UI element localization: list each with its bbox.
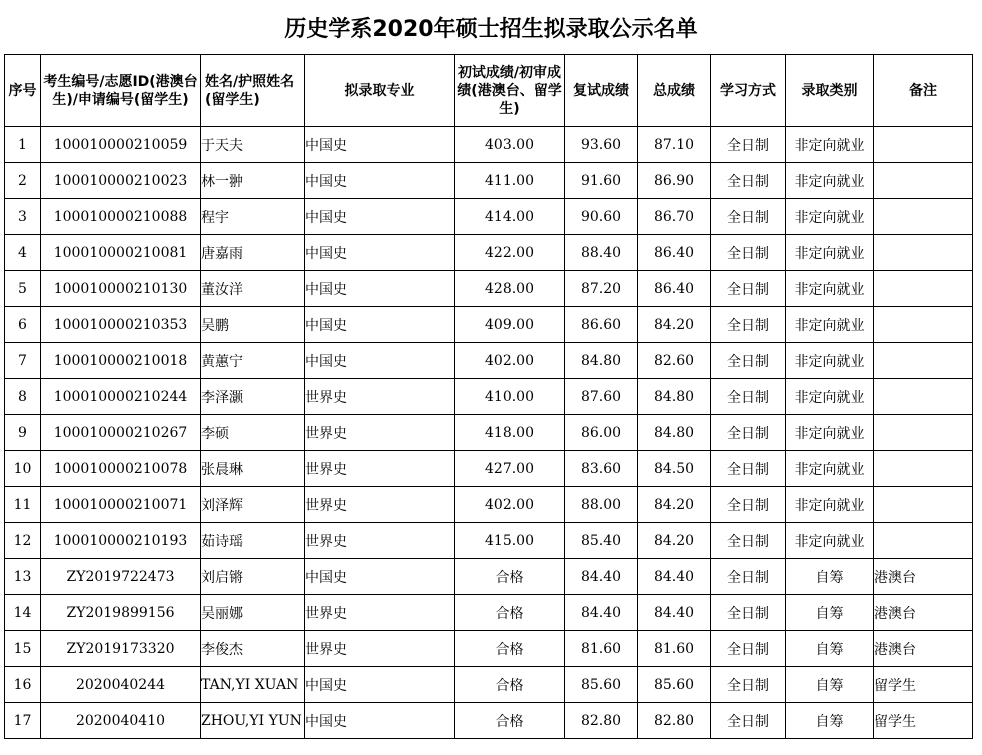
- table-row: [5, 307, 973, 343]
- cell-candidate-id: 2020040410: [41, 703, 201, 739]
- table-row: [5, 271, 973, 307]
- table-row: [5, 703, 973, 739]
- cell-initial-score: 418.00: [455, 415, 565, 451]
- cell-retest-score: 84.40: [565, 595, 638, 631]
- cell-study-mode: 全日制: [711, 523, 786, 559]
- cell-seq: 9: [5, 415, 41, 451]
- cell-total-score: 84.80: [638, 379, 711, 415]
- cell-total-score: 84.20: [638, 523, 711, 559]
- cell-initial-score: 428.00: [455, 271, 565, 307]
- cell-study-mode: 全日制: [711, 379, 786, 415]
- cell-candidate-id: 100010000210071: [41, 487, 201, 523]
- cell-major: 中国史: [305, 271, 455, 307]
- cell-candidate-id: 100010000210023: [41, 163, 201, 199]
- header-study-mode: 学习方式: [711, 55, 786, 127]
- cell-study-mode: 全日制: [711, 343, 786, 379]
- cell-study-mode: 全日制: [711, 451, 786, 487]
- cell-seq: 6: [5, 307, 41, 343]
- header-id: 考生编号/志愿ID(港澳台生)/申请编号(留学生): [41, 55, 201, 127]
- cell-retest-score: 88.00: [565, 487, 638, 523]
- cell-category: 自筹: [786, 595, 874, 631]
- cell-major: 中国史: [305, 235, 455, 271]
- cell-total-score: 86.90: [638, 163, 711, 199]
- cell-major: 世界史: [305, 487, 455, 523]
- cell-category: 非定向就业: [786, 307, 874, 343]
- cell-category: 自筹: [786, 559, 874, 595]
- cell-note: [874, 271, 973, 307]
- header-seq: 序号: [5, 55, 41, 127]
- cell-category: 非定向就业: [786, 163, 874, 199]
- cell-candidate-id: ZY2019173320: [41, 631, 201, 667]
- cell-total-score: 84.80: [638, 415, 711, 451]
- cell-note: [874, 199, 973, 235]
- table-body: [5, 127, 973, 739]
- table-row: [5, 127, 973, 163]
- cell-name: 张晨琳: [201, 451, 305, 487]
- cell-major: 中国史: [305, 199, 455, 235]
- cell-candidate-id: 100010000210244: [41, 379, 201, 415]
- cell-retest-score: 82.80: [565, 703, 638, 739]
- cell-major: 中国史: [305, 703, 455, 739]
- table-row: [5, 595, 973, 631]
- cell-initial-score: 409.00: [455, 307, 565, 343]
- cell-total-score: 81.60: [638, 631, 711, 667]
- cell-major: 世界史: [305, 379, 455, 415]
- cell-note: 港澳台: [874, 559, 973, 595]
- cell-retest-score: 85.40: [565, 523, 638, 559]
- cell-note: 留学生: [874, 667, 973, 703]
- cell-name: 李俊杰: [201, 631, 305, 667]
- cell-major: 中国史: [305, 163, 455, 199]
- cell-total-score: 84.20: [638, 487, 711, 523]
- table-row: [5, 415, 973, 451]
- cell-category: 非定向就业: [786, 127, 874, 163]
- cell-initial-score: 402.00: [455, 487, 565, 523]
- cell-seq: 1: [5, 127, 41, 163]
- cell-major: 世界史: [305, 523, 455, 559]
- cell-name: TAN,YI XUAN: [201, 667, 305, 703]
- cell-major: 中国史: [305, 127, 455, 163]
- cell-note: [874, 487, 973, 523]
- table-row: [5, 163, 973, 199]
- cell-study-mode: 全日制: [711, 235, 786, 271]
- page-title: 历史学系2020年硕士招生拟录取公示名单: [284, 17, 698, 42]
- cell-name: 刘泽辉: [201, 487, 305, 523]
- cell-seq: 16: [5, 667, 41, 703]
- cell-category: 非定向就业: [786, 343, 874, 379]
- cell-name: 董汝洋: [201, 271, 305, 307]
- cell-candidate-id: 100010000210267: [41, 415, 201, 451]
- cell-category: 自筹: [786, 667, 874, 703]
- cell-category: 非定向就业: [786, 379, 874, 415]
- cell-major: 中国史: [305, 667, 455, 703]
- cell-total-score: 82.60: [638, 343, 711, 379]
- cell-seq: 2: [5, 163, 41, 199]
- table-row: [5, 379, 973, 415]
- cell-seq: 17: [5, 703, 41, 739]
- cell-study-mode: 全日制: [711, 199, 786, 235]
- cell-candidate-id: 100010000210059: [41, 127, 201, 163]
- table-row: [5, 559, 973, 595]
- header-note: 备注: [874, 55, 973, 127]
- table-row: [5, 487, 973, 523]
- cell-seq: 4: [5, 235, 41, 271]
- cell-note: 留学生: [874, 703, 973, 739]
- table-row: [5, 235, 973, 271]
- table-row: [5, 199, 973, 235]
- cell-category: 非定向就业: [786, 235, 874, 271]
- cell-study-mode: 全日制: [711, 595, 786, 631]
- cell-name: 刘启锵: [201, 559, 305, 595]
- cell-initial-score: 合格: [455, 559, 565, 595]
- cell-seq: 7: [5, 343, 41, 379]
- cell-seq: 14: [5, 595, 41, 631]
- cell-note: [874, 127, 973, 163]
- cell-note: 港澳台: [874, 595, 973, 631]
- cell-candidate-id: 100010000210193: [41, 523, 201, 559]
- cell-initial-score: 427.00: [455, 451, 565, 487]
- cell-retest-score: 87.60: [565, 379, 638, 415]
- table-row: [5, 451, 973, 487]
- cell-total-score: 84.40: [638, 559, 711, 595]
- cell-name: 林一翀: [201, 163, 305, 199]
- cell-candidate-id: ZY2019722473: [41, 559, 201, 595]
- cell-total-score: 82.80: [638, 703, 711, 739]
- cell-initial-score: 合格: [455, 703, 565, 739]
- cell-note: [874, 163, 973, 199]
- cell-note: [874, 307, 973, 343]
- cell-candidate-id: 100010000210130: [41, 271, 201, 307]
- cell-name: 吴鹏: [201, 307, 305, 343]
- cell-retest-score: 86.60: [565, 307, 638, 343]
- cell-name: 李泽灏: [201, 379, 305, 415]
- cell-name: 程宇: [201, 199, 305, 235]
- cell-candidate-id: 2020040244: [41, 667, 201, 703]
- cell-study-mode: 全日制: [711, 559, 786, 595]
- cell-retest-score: 93.60: [565, 127, 638, 163]
- cell-total-score: 84.50: [638, 451, 711, 487]
- cell-seq: 5: [5, 271, 41, 307]
- cell-note: [874, 523, 973, 559]
- header-initial-score: 初试成绩/初审成绩(港澳台、留学生): [455, 55, 565, 127]
- table-row: [5, 523, 973, 559]
- cell-category: 非定向就业: [786, 199, 874, 235]
- cell-category: 非定向就业: [786, 415, 874, 451]
- cell-seq: 12: [5, 523, 41, 559]
- cell-candidate-id: 100010000210081: [41, 235, 201, 271]
- cell-retest-score: 86.00: [565, 415, 638, 451]
- cell-total-score: 86.40: [638, 271, 711, 307]
- cell-retest-score: 83.60: [565, 451, 638, 487]
- cell-initial-score: 415.00: [455, 523, 565, 559]
- cell-total-score: 87.10: [638, 127, 711, 163]
- table-row: [5, 667, 973, 703]
- cell-initial-score: 414.00: [455, 199, 565, 235]
- header-retest-score: 复试成绩: [565, 55, 638, 127]
- cell-retest-score: 87.20: [565, 271, 638, 307]
- cell-category: 非定向就业: [786, 451, 874, 487]
- cell-note: [874, 415, 973, 451]
- cell-study-mode: 全日制: [711, 703, 786, 739]
- cell-seq: 11: [5, 487, 41, 523]
- cell-major: 世界史: [305, 415, 455, 451]
- cell-retest-score: 81.60: [565, 631, 638, 667]
- cell-study-mode: 全日制: [711, 631, 786, 667]
- cell-retest-score: 84.40: [565, 559, 638, 595]
- cell-category: 非定向就业: [786, 523, 874, 559]
- cell-total-score: 85.60: [638, 667, 711, 703]
- cell-note: [874, 343, 973, 379]
- table-row: [5, 343, 973, 379]
- cell-category: 自筹: [786, 631, 874, 667]
- cell-total-score: 84.40: [638, 595, 711, 631]
- cell-study-mode: 全日制: [711, 163, 786, 199]
- cell-total-score: 84.20: [638, 307, 711, 343]
- cell-name: ZHOU,YI YUN: [201, 703, 305, 739]
- cell-seq: 13: [5, 559, 41, 595]
- cell-name: 黄蕙宁: [201, 343, 305, 379]
- header-row: [5, 55, 973, 127]
- cell-major: 世界史: [305, 451, 455, 487]
- cell-total-score: 86.40: [638, 235, 711, 271]
- cell-seq: 15: [5, 631, 41, 667]
- cell-initial-score: 403.00: [455, 127, 565, 163]
- header-total-score: 总成绩: [638, 55, 711, 127]
- cell-candidate-id: ZY2019899156: [41, 595, 201, 631]
- cell-initial-score: 422.00: [455, 235, 565, 271]
- cell-major: 世界史: [305, 631, 455, 667]
- cell-category: 自筹: [786, 703, 874, 739]
- cell-study-mode: 全日制: [711, 487, 786, 523]
- cell-name: 李硕: [201, 415, 305, 451]
- cell-name: 唐嘉雨: [201, 235, 305, 271]
- cell-major: 世界史: [305, 595, 455, 631]
- cell-retest-score: 85.60: [565, 667, 638, 703]
- cell-name: 于天夫: [201, 127, 305, 163]
- cell-candidate-id: 100010000210088: [41, 199, 201, 235]
- cell-total-score: 86.70: [638, 199, 711, 235]
- header-name: 姓名/护照姓名(留学生): [201, 55, 305, 127]
- header-major: 拟录取专业: [305, 55, 455, 127]
- cell-retest-score: 88.40: [565, 235, 638, 271]
- cell-major: 中国史: [305, 559, 455, 595]
- cell-candidate-id: 100010000210353: [41, 307, 201, 343]
- cell-initial-score: 410.00: [455, 379, 565, 415]
- cell-initial-score: 合格: [455, 667, 565, 703]
- cell-name: 茹诗瑶: [201, 523, 305, 559]
- cell-initial-score: 合格: [455, 631, 565, 667]
- cell-candidate-id: 100010000210018: [41, 343, 201, 379]
- cell-candidate-id: 100010000210078: [41, 451, 201, 487]
- cell-initial-score: 411.00: [455, 163, 565, 199]
- cell-seq: 8: [5, 379, 41, 415]
- cell-study-mode: 全日制: [711, 667, 786, 703]
- cell-retest-score: 91.60: [565, 163, 638, 199]
- cell-seq: 3: [5, 199, 41, 235]
- cell-major: 中国史: [305, 343, 455, 379]
- cell-retest-score: 90.60: [565, 199, 638, 235]
- cell-initial-score: 合格: [455, 595, 565, 631]
- cell-note: 港澳台: [874, 631, 973, 667]
- cell-study-mode: 全日制: [711, 307, 786, 343]
- cell-retest-score: 84.80: [565, 343, 638, 379]
- cell-major: 中国史: [305, 307, 455, 343]
- cell-category: 非定向就业: [786, 487, 874, 523]
- cell-study-mode: 全日制: [711, 271, 786, 307]
- cell-note: [874, 379, 973, 415]
- cell-note: [874, 235, 973, 271]
- cell-study-mode: 全日制: [711, 415, 786, 451]
- header-category: 录取类别: [786, 55, 874, 127]
- cell-note: [874, 451, 973, 487]
- cell-category: 非定向就业: [786, 271, 874, 307]
- cell-name: 吴丽娜: [201, 595, 305, 631]
- cell-seq: 10: [5, 451, 41, 487]
- cell-study-mode: 全日制: [711, 127, 786, 163]
- table-row: [5, 631, 973, 667]
- admission-list-table: [4, 54, 973, 739]
- cell-initial-score: 402.00: [455, 343, 565, 379]
